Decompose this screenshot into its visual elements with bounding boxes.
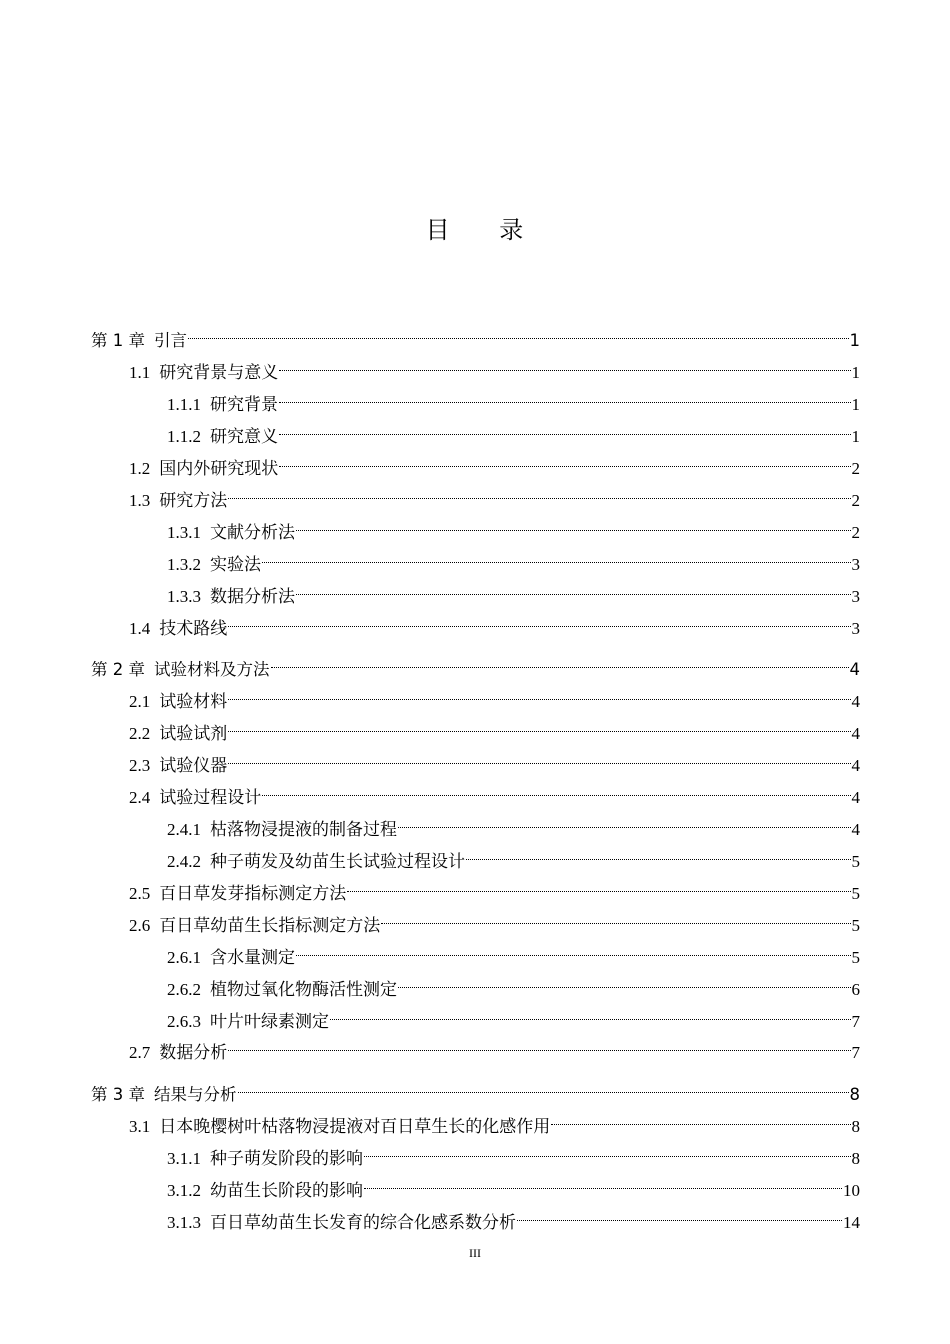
toc-entry-page: 7 [851, 1012, 860, 1031]
toc-entry-page: 4 [851, 820, 860, 839]
toc-entry-page: 3 [851, 555, 860, 574]
toc-dot-leader [228, 713, 850, 739]
toc-entry-title: 研究意义 [210, 427, 278, 446]
toc-entry-number: 2.6.1 [167, 948, 201, 967]
toc-entry[interactable] [91, 544, 860, 574]
toc-entry[interactable] [91, 1074, 860, 1104]
toc-entry-title: 种子萌发阶段的影响 [210, 1149, 363, 1168]
toc-entry[interactable] [91, 1001, 860, 1031]
toc-entry[interactable] [91, 681, 860, 711]
toc-entry-title: 百日草幼苗生长发育的综合化感系数分析 [210, 1213, 516, 1232]
toc-entry[interactable] [91, 320, 860, 350]
toc-entry-title: 国内外研究现状 [159, 459, 279, 478]
toc-entry[interactable] [91, 1032, 860, 1062]
toc-entry-page: 8 [849, 1085, 860, 1104]
toc-dot-leader [228, 1032, 850, 1058]
toc-entry-page: 7 [851, 1043, 860, 1062]
toc-dot-leader [262, 544, 851, 570]
toc-entry-page: 3 [851, 587, 860, 606]
toc-dot-leader [228, 681, 850, 707]
toc-entry-title: 枯落物浸提液的制备过程 [210, 820, 397, 839]
toc-entry-number: 1.2 [129, 459, 151, 478]
toc-entry[interactable] [91, 937, 860, 967]
toc-dot-leader [398, 809, 851, 835]
toc-dot-leader [364, 1138, 851, 1164]
toc-entry-title: 试验过程设计 [159, 788, 262, 807]
toc-entry-page: 6 [851, 980, 860, 999]
toc-entry-page: 1 [851, 363, 860, 382]
toc-entry-page: 4 [851, 788, 860, 807]
toc-entry-page: 14 [843, 1213, 860, 1232]
toc-entry-page: 4 [849, 660, 860, 679]
toc-entry-number: 1.1 [129, 363, 151, 382]
toc-entry[interactable] [91, 416, 860, 446]
toc-entry-title: 含水量测定 [210, 948, 295, 967]
toc-entry-title: 结果与分析 [154, 1085, 237, 1104]
toc-entry-number: 第 2 章 [91, 660, 145, 679]
toc-entry-number: 1.3.1 [167, 523, 201, 542]
toc-dot-leader [279, 416, 851, 442]
toc-entry[interactable] [91, 745, 860, 775]
toc-entry-number: 1.4 [129, 619, 151, 638]
toc-entry-number: 1.3.2 [167, 555, 201, 574]
toc-entry[interactable] [91, 1106, 860, 1136]
toc-entry-title: 叶片叶绿素测定 [210, 1012, 329, 1031]
toc-dot-leader [228, 745, 850, 771]
toc-entry-page: 10 [843, 1181, 860, 1200]
toc-entry-title: 研究方法 [159, 491, 228, 510]
page-number-footer: III [469, 1246, 481, 1260]
toc-entry-page: 5 [851, 884, 860, 903]
toc-dot-leader [347, 873, 850, 899]
toc-entry[interactable] [91, 777, 860, 807]
toc-entry[interactable] [91, 512, 860, 542]
toc-entry[interactable] [91, 905, 860, 935]
toc-dot-leader [517, 1202, 842, 1228]
toc-entry-page: 1 [851, 395, 860, 414]
toc-entry-page: 8 [851, 1117, 860, 1136]
toc-dot-leader [228, 608, 850, 634]
toc-entry-number: 2.6.2 [167, 980, 201, 999]
toc-dot-leader [330, 1001, 851, 1027]
toc-entry-number: 1.1.2 [167, 427, 201, 446]
toc-entry[interactable] [91, 873, 860, 903]
toc-dot-leader [296, 512, 851, 538]
toc-entry-title: 试验仪器 [159, 756, 228, 775]
toc-entry-page: 8 [851, 1149, 860, 1168]
toc-entry-title: 文献分析法 [210, 523, 295, 542]
toc-entry-title: 日本晚樱树叶枯落物浸提液对百日草生长的化感作用 [159, 1117, 551, 1136]
toc-entry-title: 试验材料 [159, 692, 228, 711]
toc-entry[interactable] [91, 576, 860, 606]
toc-entry-title: 数据分析法 [210, 587, 295, 606]
toc-entry[interactable] [91, 841, 860, 871]
toc-entry-number: 2.4 [129, 788, 151, 807]
toc-entry-number: 3.1.1 [167, 1149, 201, 1168]
toc-entry[interactable] [91, 649, 860, 679]
toc-entry-title: 百日草发芽指标测定方法 [159, 884, 347, 903]
toc-entry-title: 实验法 [210, 555, 261, 574]
toc-entry-page: 5 [851, 948, 860, 967]
toc-entry-number: 3.1 [129, 1117, 151, 1136]
toc-entry[interactable] [91, 1202, 860, 1232]
toc-entry-number: 2.3 [129, 756, 151, 775]
toc-dot-leader [296, 576, 851, 602]
toc-dot-leader [228, 480, 850, 506]
toc-entry-page: 4 [851, 756, 860, 775]
toc-entry-page: 2 [851, 459, 860, 478]
toc-entry-title: 种子萌发及幼苗生长试验过程设计 [210, 852, 465, 871]
toc-entry-number: 2.7 [129, 1043, 151, 1062]
toc-title: 目 录 [425, 216, 525, 244]
toc-entry-number: 3.1.3 [167, 1213, 201, 1232]
toc-entry-title: 试验材料及方法 [154, 660, 270, 679]
toc-entry-number: 3.1.2 [167, 1181, 201, 1200]
toc-dot-leader [279, 352, 850, 378]
toc-entry[interactable] [91, 1138, 860, 1168]
toc-entry-title: 试验试剂 [159, 724, 228, 743]
toc-dot-leader [279, 448, 850, 474]
toc-dot-leader [238, 1074, 849, 1100]
toc-entry-page: 5 [851, 916, 860, 935]
toc-entry[interactable] [91, 384, 860, 414]
toc-dot-leader [279, 384, 851, 410]
toc-entry-title: 植物过氧化物酶活性测定 [210, 980, 397, 999]
toc-entry-page: 3 [851, 619, 860, 638]
toc-entry-page: 2 [851, 523, 860, 542]
toc-dot-leader [551, 1106, 850, 1132]
toc-entry-title: 技术路线 [159, 619, 228, 638]
toc-dot-leader [364, 1170, 842, 1196]
toc-entry-number: 2.4.1 [167, 820, 201, 839]
toc-dot-leader [262, 777, 850, 803]
toc-entry-number: 2.4.2 [167, 852, 201, 871]
toc-entry-number: 1.1.1 [167, 395, 201, 414]
toc-dot-leader [271, 649, 849, 675]
toc-dot-leader [296, 937, 851, 963]
toc-entry[interactable] [91, 448, 860, 478]
toc-entry-title: 研究背景 [210, 395, 278, 414]
toc-entry-title: 研究背景与意义 [159, 363, 279, 382]
toc-entry-number: 2.6 [129, 916, 151, 935]
toc-entry-number: 1.3 [129, 491, 151, 510]
toc-entry-page: 4 [851, 692, 860, 711]
toc-entry[interactable] [91, 352, 860, 382]
toc-entry-number: 1.3.3 [167, 587, 201, 606]
toc-entry[interactable] [91, 480, 860, 510]
toc-entry[interactable] [91, 809, 860, 839]
toc-entry-page: 5 [851, 852, 860, 871]
toc-entry-page: 2 [851, 491, 860, 510]
toc-entry-number: 2.6.3 [167, 1012, 201, 1031]
toc-entry-page: 1 [849, 331, 860, 350]
toc-entry-page: 1 [851, 427, 860, 446]
toc-entry-number: 2.1 [129, 692, 151, 711]
toc-dot-leader [466, 841, 851, 867]
toc-entry[interactable] [91, 969, 860, 999]
toc-entry-title: 数据分析 [159, 1043, 228, 1062]
toc-entry-number: 第 1 章 [91, 331, 145, 350]
toc-dot-leader [381, 905, 850, 931]
toc-dot-leader [188, 320, 849, 346]
toc-entry[interactable] [91, 608, 860, 638]
toc-entry-number: 2.2 [129, 724, 151, 743]
toc-entry-number: 2.5 [129, 884, 151, 903]
toc-dot-leader [398, 969, 851, 995]
toc-entry[interactable] [91, 713, 860, 743]
toc-entry[interactable] [91, 1170, 860, 1200]
toc-entry-title: 百日草幼苗生长指标测定方法 [159, 916, 381, 935]
toc-entry-page: 4 [851, 724, 860, 743]
toc-entry-title: 引言 [154, 331, 187, 350]
toc-entry-title: 幼苗生长阶段的影响 [210, 1181, 363, 1200]
toc-entry-number: 第 3 章 [91, 1085, 145, 1104]
